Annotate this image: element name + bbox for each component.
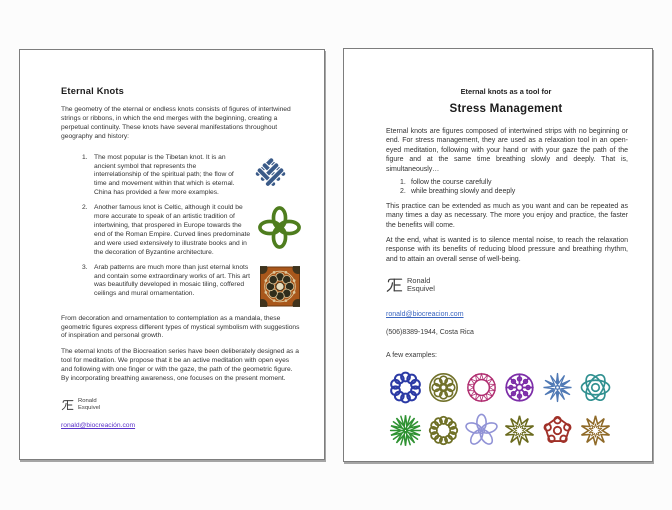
- examples-label: A few examples:: [386, 351, 437, 359]
- page2-kicker: Eternal knots as a tool for: [460, 87, 552, 96]
- page1-paragraph-mandala: From decoration and ornamentation to contemplation as a mandala, these geometric figures express different types of mystical symbolism with suggestions of inspiration and personal growth.: [61, 314, 300, 340]
- page1-title: Eternal Knots: [61, 86, 125, 96]
- purple-wheel-knot: [500, 366, 538, 409]
- page1-paragraph-biocreation: The eternal knots of the Biocreation series have been deliberately designed as a tool for meditation. We propose that it be an active meditation with open eyes and following with one finger or with the gaze, the path of the geometric figure. By incorporating breathing awareness, one focuses on the present moment.: [61, 348, 299, 383]
- email-link[interactable]: ronald@biocreacion.com: [386, 310, 464, 318]
- page1-intro-paragraph: The geometry of the eternal or endless knots consists of figures of intertwined strings or ribbons, in which the end merges with the beginning, creating a perpetual continuity. These knots have several manifestations throughout geography and history:: [61, 106, 291, 140]
- arab-pattern-image: [260, 266, 300, 307]
- teal-ovals-knot: [576, 366, 614, 409]
- list-item-step1: [386, 178, 626, 187]
- blue-wreath-knot: [386, 366, 424, 409]
- list-item-step2: [386, 187, 626, 196]
- list-number: 2.: [400, 188, 406, 196]
- examples-grid: [386, 366, 618, 452]
- list-item-tibetan: [61, 154, 302, 199]
- lavender-flower-knot: [462, 409, 500, 452]
- phone-text: (506)8389-1944, Costa Rica: [386, 328, 474, 336]
- olive-rosette-knot: [424, 366, 462, 409]
- list-number: 1.: [82, 153, 88, 161]
- list-number: 3.: [82, 263, 88, 271]
- green-starburst-knot: [386, 409, 424, 452]
- list-item-arab: [61, 264, 302, 307]
- signature-name: Ronald Esquivel: [407, 276, 435, 294]
- signature-name: Ronald Esquivel: [78, 397, 101, 411]
- list-item-text: Arab patterns are much more than just eternal knots and contain some extraordinary works of art. This art was beautifully developed in mosaic tiling, coffered ceilings and mural ornamentation.: [94, 263, 250, 298]
- list-number: 1.: [400, 179, 406, 187]
- re-monogram-logo: [61, 399, 75, 411]
- page1-knot-list: [61, 154, 302, 307]
- page2-paragraph-benefits: At the end, what is wanted is to silence mental noise, to reach the relaxation response with its benefits of reducing blood pressure and breathing rhythm, and to attain an overall sense of well-being.: [386, 237, 628, 263]
- list-item-text: Another famous knot is Celtic, although it could be more accurate to speak of an artistic tradition of intertwining, that prospered in Europe towards the end of the Roman Empire. Curved lines predominate and were used extensively to illustrate books and in the decoration of Byzantine architecture.: [94, 204, 251, 256]
- darkolive-star-knot: [500, 409, 538, 452]
- signature-block: [386, 277, 626, 293]
- celtic-knot-image: [258, 204, 301, 251]
- page2-title: Stress Management: [449, 102, 563, 115]
- list-item-text: while breathing slowly and deeply: [411, 188, 516, 196]
- magenta-ring-knot: [462, 366, 500, 409]
- darkred-pentagon-knot: [538, 409, 576, 452]
- page-2: [343, 48, 653, 462]
- page2-steps-list: [386, 178, 626, 197]
- page2-paragraph-practice: This practice can be extended as much as you want and can be repeated as many times a day as necessary. The more you enjoy and practice, the faster the benefits will come.: [386, 202, 628, 229]
- list-item-text: follow the course carefully: [411, 179, 492, 187]
- re-monogram-logo: [386, 277, 404, 293]
- list-number: 2.: [82, 204, 88, 212]
- steelblue-snowflake-knot: [538, 366, 576, 409]
- tibetan-knot-image: [252, 154, 289, 192]
- page2-intro-paragraph: Eternal knots are figures composed of intertwined strips with no beginning or end. For stress management, they are used as a relaxation tool in an open-eyed meditation, following with your hand or with your gaze the path of the figure and at the same time breathing slowly and deeply. That is, simultaneously…: [386, 128, 628, 173]
- brown-star-knot: [576, 409, 614, 452]
- list-item-celtic: [61, 204, 302, 257]
- page-1: [19, 49, 325, 460]
- list-item-text: The most popular is the Tibetan knot. It is an ancient symbol that represents the interrelationship of the spiritual path; the flow of time and movement within that which is eternal. China has provided a few more examples.: [94, 153, 235, 197]
- olive-openring-knot: [424, 409, 462, 452]
- signature-block: [61, 398, 302, 411]
- email-link[interactable]: ronald@biocreación.com: [61, 422, 136, 430]
